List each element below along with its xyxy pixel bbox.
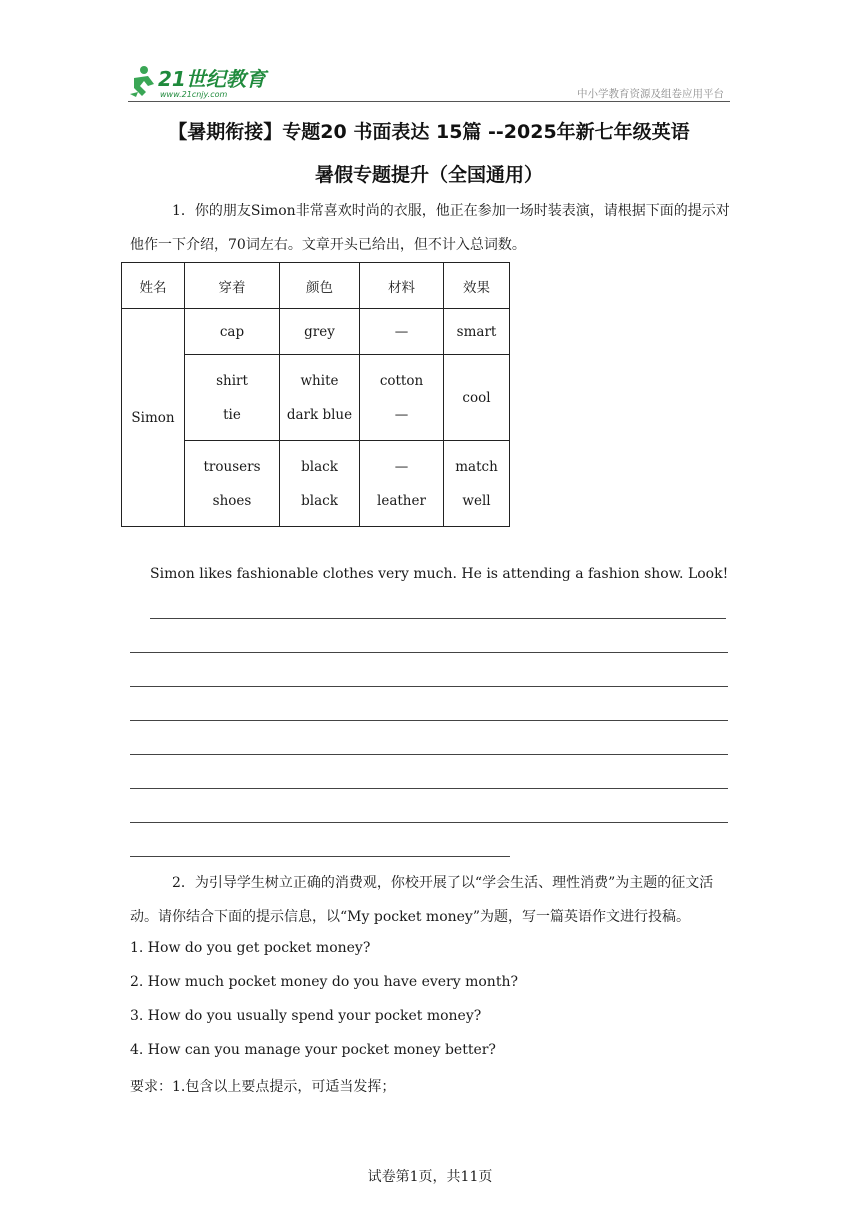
writing-line[interactable] — [150, 618, 726, 619]
table-cell: — — [360, 309, 444, 355]
table-cell: cool — [444, 355, 510, 441]
prompt-item: 1. How do you get pocket money? — [130, 940, 371, 956]
page-title-line1: 【暑期衔接】专题20 书面表达 15篇 --2025年新七年级英语 — [168, 121, 690, 143]
prompt-item: 3. How do you usually spend your pocket money? — [130, 1008, 482, 1024]
page-header — [128, 64, 730, 102]
header-tagline: 中小学教育资源及组卷应用平台 — [577, 88, 724, 100]
header-divider — [128, 101, 730, 102]
question-2-prompt: 2．为引导学生树立正确的消费观，你校开展了以“学会生活、理性消费”为主题的征文活动。请你结合下面的提示信息，以“My pocket money”为题，写一篇英语作文进行投稿。 — [130, 875, 714, 925]
table-header-cell: 穿着 — [185, 263, 280, 309]
table-header-cell: 姓名 — [122, 263, 185, 309]
writing-line[interactable] — [130, 856, 510, 857]
svg-text:21世纪教育: 21世纪教育 — [158, 67, 266, 91]
writing-line[interactable] — [130, 652, 728, 653]
table-header-cell: 效果 — [444, 263, 510, 309]
table-cell: trousers shoes — [185, 441, 280, 527]
writing-line[interactable] — [130, 754, 728, 755]
page-title-line2: 暑假专题提升（全国通用） — [314, 164, 543, 186]
writing-line[interactable] — [130, 822, 728, 823]
table-cell: match well — [444, 441, 510, 527]
table-cell: — leather — [360, 441, 444, 527]
table-row — [122, 309, 510, 355]
essay-opening-sentence: Simon likes fashionable clothes very much. He is attending a fashion show. Look! — [150, 566, 729, 582]
writing-line[interactable] — [130, 788, 728, 789]
table-cell: cap — [185, 309, 280, 355]
prompt-item: 2. How much pocket money do you have every month? — [130, 974, 518, 990]
table-cell: cotton — — [360, 355, 444, 441]
clothing-info-table — [121, 262, 510, 527]
name-cell: Simon — [122, 309, 185, 527]
table-header-row — [122, 263, 510, 309]
writing-line[interactable] — [130, 686, 728, 687]
requirement-text: 要求：1.包含以上要点提示，可适当发挥； — [130, 1079, 396, 1095]
svg-text:www.21cnjy.com: www.21cnjy.com — [160, 90, 228, 99]
prompt-item: 4. How can you manage your pocket money better? — [130, 1042, 496, 1058]
table-cell: shirt tie — [185, 355, 280, 441]
table-cell: grey — [280, 309, 360, 355]
question-1-prompt: 1．你的朋友Simon非常喜欢时尚的衣服，他正在参加一场时装表演，请根据下面的提示对他作一下介绍，70词左右。文章开头已给出，但不计入总词数。 — [130, 203, 730, 253]
table-cell: smart — [444, 309, 510, 355]
page-footer: 试卷第1页，共11页 — [367, 1169, 493, 1185]
table-header-cell: 颜色 — [280, 263, 360, 309]
table-header-cell: 材料 — [360, 263, 444, 309]
writing-line[interactable] — [130, 720, 728, 721]
table-cell: white dark blue — [280, 355, 360, 441]
table-cell: black black — [280, 441, 360, 527]
21cnjy-logo — [128, 64, 288, 100]
